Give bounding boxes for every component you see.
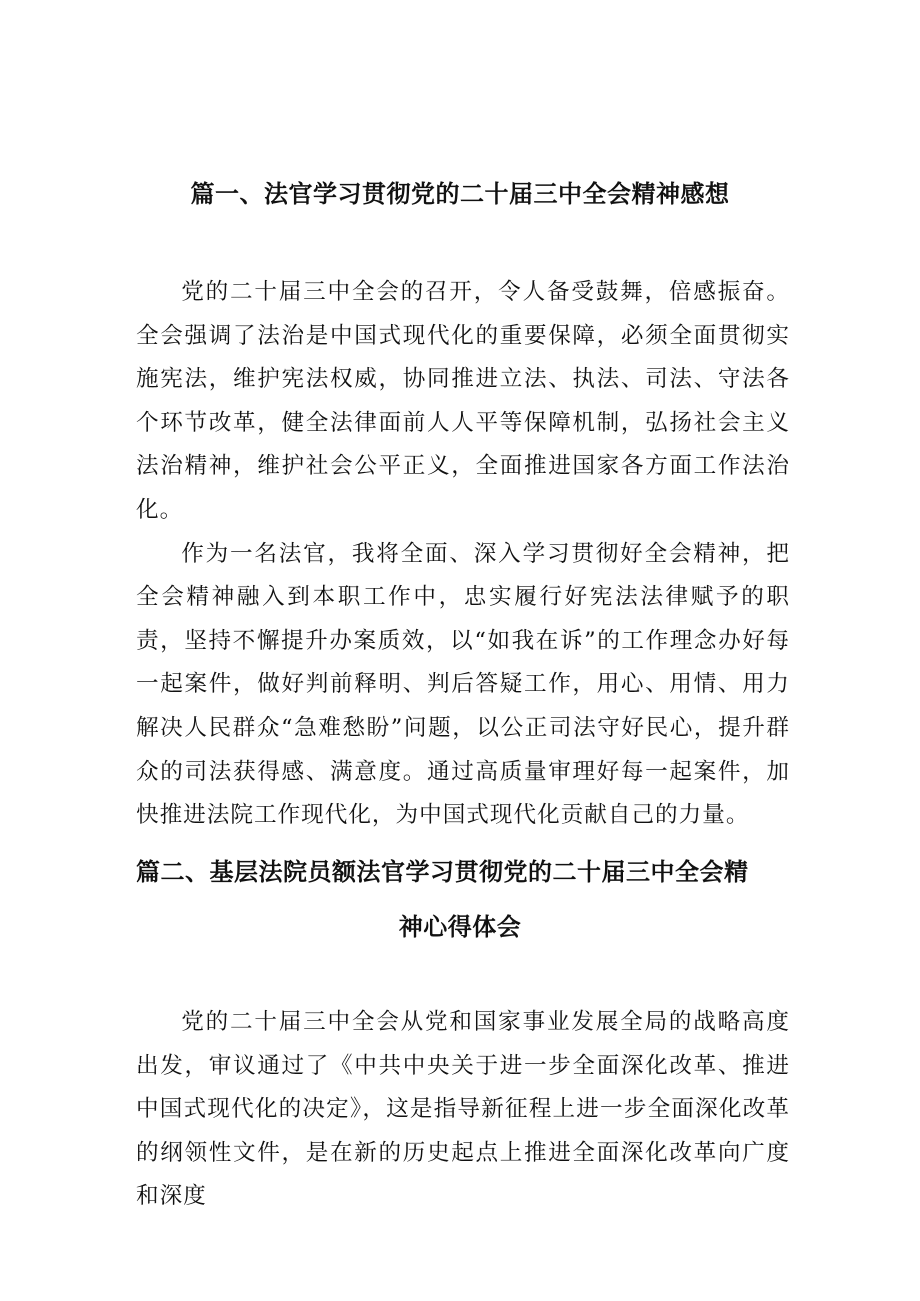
article-2-body <box>136 1001 790 1219</box>
article-1-body <box>136 271 790 838</box>
article-2-title-line-1: 篇二、基层法院员额法官学习贯彻党的二十届三中全会精 <box>136 858 749 886</box>
article-1-title: 篇一、法官学习贯彻党的二十届三中全会精神感想 <box>190 180 730 208</box>
article-1-paragraph-2: 作为一名法官，我将全面、深入学习贯彻好全会精神，把全会精神融入到本职工作中，忠实履行好宪法法律赋予的职责，坚持不懈提升办案质效，以“如我在诉”的工作理念办好每一起案件，做好判前释明、判后答疑工作，用心、用情、用力解决人民群众“急难愁盼”问题，以公正司法守好民心，提升群众的司法获得感、满意度。通过高质量审理好每一起案件，加快推进法院工作现代化，为中国式现代化贡献自己的力量。 <box>136 540 790 829</box>
article-2-paragraph-1: 党的二十届三中全会从党和国家事业发展全局的战略高度出发，审议通过了《中共中央关于进一步全面深化改革、推进中国式现代化的决定》，这是指导新征程上进一步全面深化改革的纲领性文件，是在新的历史起点上推进全面深化改革向广度和深度 <box>136 1009 790 1210</box>
article-2-title-line-2: 神心得体会 <box>398 913 522 941</box>
article-1-paragraph-1: 党的二十届三中全会的召开，令人备受鼓舞，倍感振奋。全会强调了法治是中国式现代化的重要保障，必须全面贯彻实施宪法，维护宪法权威，协同推进立法、执法、司法、守法各个环节改革，健全法律面前人人平等保障机制，弘扬社会主义法治精神，维护社会公平正义，全面推进国家各方面工作法治化。 <box>136 279 790 523</box>
